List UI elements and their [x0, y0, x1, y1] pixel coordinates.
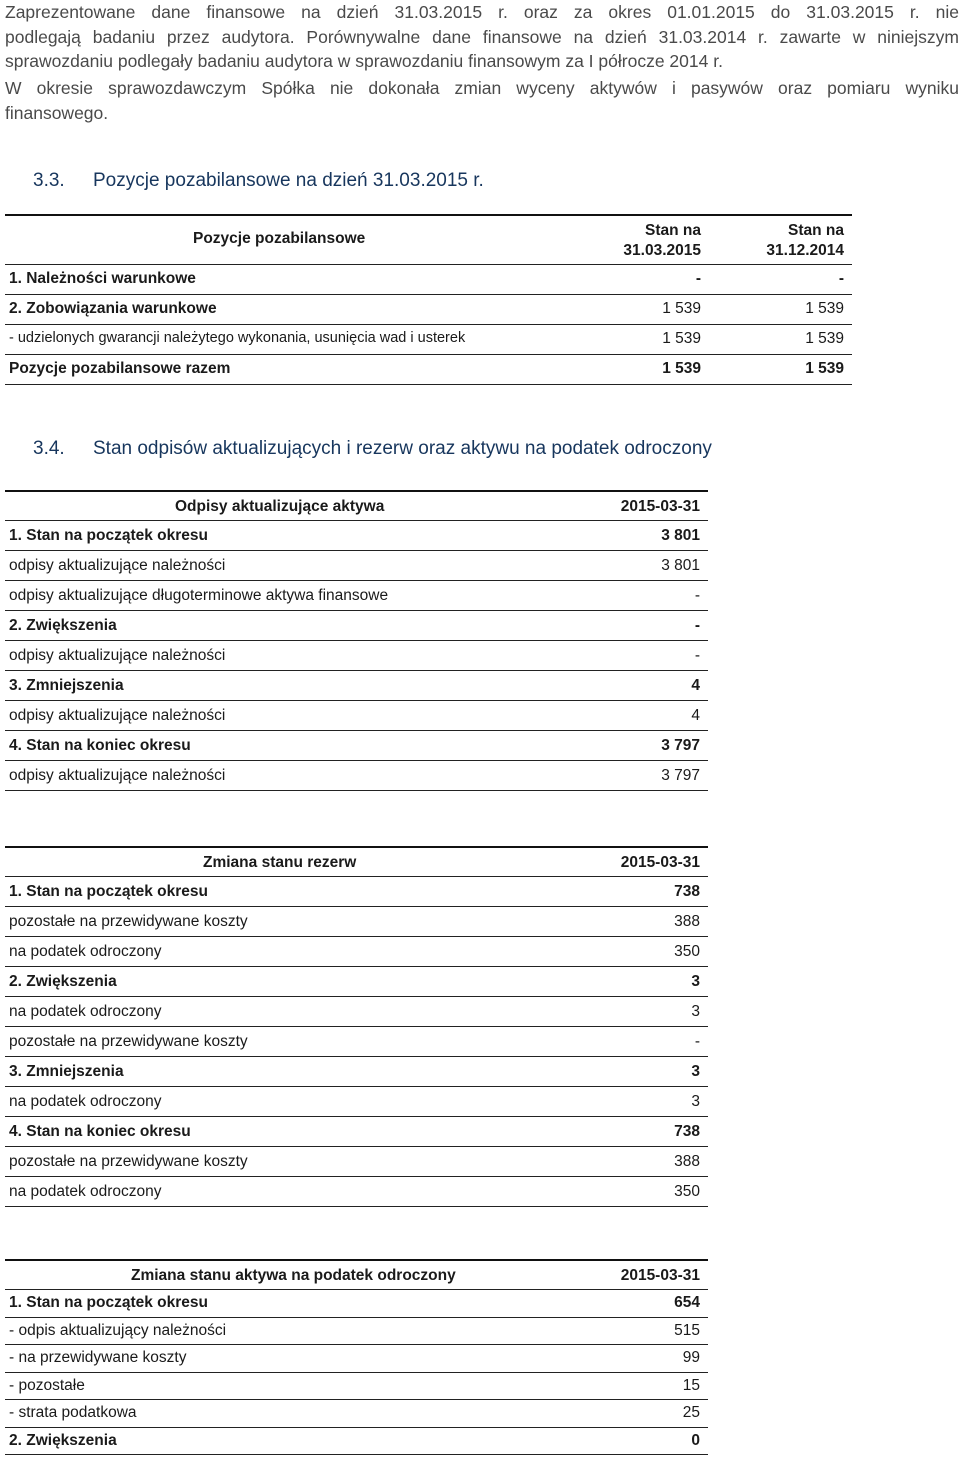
- table-row: [5, 521, 708, 551]
- table-header-row: [5, 214, 852, 265]
- table-row: [5, 997, 708, 1027]
- row-value: 99: [682, 1349, 700, 1366]
- row-value: 3: [691, 973, 700, 990]
- row-label: 4. Stan na koniec okresu: [9, 1123, 191, 1140]
- row-value-2: 1 539: [805, 360, 844, 377]
- row-value-2: 1 539: [805, 300, 844, 317]
- header-label: Zmiana stanu aktywa na podatek odroczony: [131, 1267, 456, 1284]
- table-row: [5, 1400, 708, 1428]
- row-label: 2. Zobowiązania warunkowe: [9, 300, 217, 317]
- table-row: [5, 295, 852, 325]
- table-row: [5, 355, 852, 385]
- row-label: 3. Zmniejszenia: [9, 1063, 124, 1080]
- table-row: [5, 731, 708, 761]
- row-value: 3 801: [661, 527, 700, 544]
- table-row: [5, 1290, 708, 1318]
- row-label: 4. Stan na koniec okresu: [9, 737, 191, 754]
- row-value: 3: [691, 1093, 700, 1110]
- paragraph-line: sprawozdaniu podlegały badaniu audytora w sprawozdaniu finansowym za I półrocze 2014 r.: [5, 51, 723, 71]
- table-row: [5, 1117, 708, 1147]
- table-row: [5, 1027, 708, 1057]
- row-label: pozostałe na przewidywane koszty: [9, 1033, 248, 1050]
- row-label: - udzielonych gwarancji należytego wykonania, usunięcia wad i usterek: [9, 330, 466, 346]
- header-label: Odpisy aktualizujące aktywa: [175, 498, 385, 515]
- row-label: na podatek odroczony: [9, 1183, 162, 1200]
- table-row: [5, 877, 708, 907]
- paragraph-line: finansowego.: [5, 102, 109, 123]
- table-row: [5, 671, 708, 701]
- header-col: 2015-03-31: [620, 498, 700, 515]
- row-label: odpisy aktualizujące należności: [9, 647, 226, 664]
- table-row: [5, 581, 708, 611]
- row-label: pozostałe na przewidywane koszty: [9, 1153, 248, 1170]
- paragraph-line: podlegają badaniu przez audytora. Porównywalne dane finansowe na dzień 31.03.2014 r. zawarte w niniejszym: [5, 26, 959, 47]
- row-value: 3: [691, 1003, 700, 1020]
- row-value-1: 1 539: [662, 330, 701, 347]
- table-header-row: [5, 846, 708, 877]
- table-row: [5, 907, 708, 937]
- table-row: [5, 967, 708, 997]
- row-label: 2. Zwiększenia: [9, 973, 117, 990]
- row-value: 3: [691, 1063, 700, 1080]
- table-row: [5, 1057, 708, 1087]
- deferred-tax-asset-table: [5, 1259, 708, 1455]
- table-header-row: [5, 490, 708, 521]
- row-value: 350: [674, 943, 700, 960]
- table-row: [5, 325, 852, 355]
- row-value-1: -: [695, 270, 701, 287]
- header-col: 2015-03-31: [620, 854, 700, 871]
- row-label: odpisy aktualizujące należności: [9, 557, 226, 574]
- row-label: Pozycje pozabilansowe razem: [9, 360, 231, 377]
- row-label: - strata podatkowa: [9, 1404, 137, 1421]
- header-col: 2015-03-31: [620, 1267, 700, 1284]
- row-label: pozostałe na przewidywane koszty: [9, 913, 248, 930]
- row-value: 15: [682, 1376, 700, 1394]
- row-value: -: [694, 617, 700, 634]
- table-row: [5, 701, 708, 731]
- row-value-2: 1 539: [805, 330, 844, 347]
- row-value: 738: [674, 883, 700, 900]
- section-title: Stan odpisów aktualizujących i rezerw oraz aktywu na podatek odroczony: [93, 438, 712, 459]
- paragraph-line: Zaprezentowane dane finansowe na dzień 31.03.2015 r. oraz za okres 01.01.2015 do 31.03.2015 r. nie: [5, 2, 959, 22]
- row-label: na podatek odroczony: [9, 1003, 162, 1020]
- header-label: Pozycje pozabilansowe: [193, 230, 366, 247]
- row-value: 0: [691, 1431, 700, 1449]
- row-label: 1. Stan na początek okresu: [9, 1294, 208, 1311]
- table-row: [5, 1087, 708, 1117]
- header-col-1: Stan na 31.03.2015: [623, 222, 701, 259]
- off-balance-table: [5, 214, 852, 385]
- section-number: 3.4.: [33, 438, 65, 459]
- table-row: [5, 1177, 708, 1207]
- paragraph-line: W okresie sprawozdawczym Spółka nie dokonała zmian wyceny aktywów i pasywów oraz pomiaru wyniku: [5, 78, 959, 98]
- row-value: -: [694, 587, 700, 604]
- row-value: 350: [674, 1183, 700, 1200]
- row-value: -: [694, 1033, 700, 1050]
- row-label: na podatek odroczony: [9, 1093, 162, 1110]
- row-value-1: 1 539: [662, 360, 701, 377]
- table-row: [5, 1147, 708, 1177]
- header-col-2: Stan na 31.12.2014: [766, 222, 844, 259]
- header-label: Zmiana stanu rezerw: [203, 854, 357, 871]
- provisions-table: [5, 846, 708, 1207]
- table-row: [5, 551, 708, 581]
- row-value: 388: [674, 913, 700, 930]
- section-title: Pozycje pozabilansowe na dzień 31.03.2015 r.: [93, 170, 484, 191]
- row-value: 4: [691, 707, 700, 724]
- row-value: 515: [674, 1321, 700, 1339]
- row-label: 1. Stan na początek okresu: [9, 527, 208, 544]
- row-value: 3 797: [661, 737, 700, 754]
- row-value: 388: [674, 1153, 700, 1170]
- table-row: [5, 1345, 708, 1373]
- table-row: [5, 1428, 708, 1456]
- row-label: - odpis aktualizujący należności: [9, 1321, 227, 1339]
- table-row: [5, 611, 708, 641]
- row-value: -: [694, 647, 700, 664]
- section-number: 3.3.: [33, 170, 65, 191]
- row-label: 1. Należności warunkowe: [9, 270, 196, 287]
- table-row: [5, 641, 708, 671]
- table-row: [5, 265, 852, 295]
- row-label: odpisy aktualizujące należności: [9, 767, 226, 784]
- row-label: - na przewidywane koszty: [9, 1349, 187, 1366]
- row-label: 2. Zwiększenia: [9, 1431, 117, 1449]
- table-row: [5, 1318, 708, 1346]
- row-label: 2. Zwiększenia: [9, 617, 117, 634]
- row-value-1: 1 539: [662, 300, 701, 317]
- intro-paragraph-2: [5, 76, 959, 125]
- row-label: odpisy aktualizujące długoterminowe aktywa finansowe: [9, 587, 389, 604]
- table-row: [5, 937, 708, 967]
- impairment-table: [5, 490, 708, 791]
- row-label: odpisy aktualizujące należności: [9, 707, 226, 724]
- table-row: [5, 761, 708, 791]
- table-row: [5, 1373, 708, 1401]
- row-label: na podatek odroczony: [9, 943, 162, 960]
- row-value-2: -: [838, 270, 844, 287]
- row-label: - pozostałe: [9, 1376, 85, 1394]
- row-label: 3. Zmniejszenia: [9, 677, 124, 694]
- row-value: 3 797: [661, 767, 700, 784]
- row-value: 738: [674, 1123, 700, 1140]
- row-value: 654: [674, 1294, 700, 1311]
- intro-paragraph-1: [5, 0, 959, 74]
- row-value: 3 801: [661, 557, 700, 574]
- row-value: 25: [682, 1404, 700, 1421]
- row-value: 4: [691, 677, 700, 694]
- row-label: 1. Stan na początek okresu: [9, 883, 208, 900]
- table-header-row: [5, 1259, 708, 1290]
